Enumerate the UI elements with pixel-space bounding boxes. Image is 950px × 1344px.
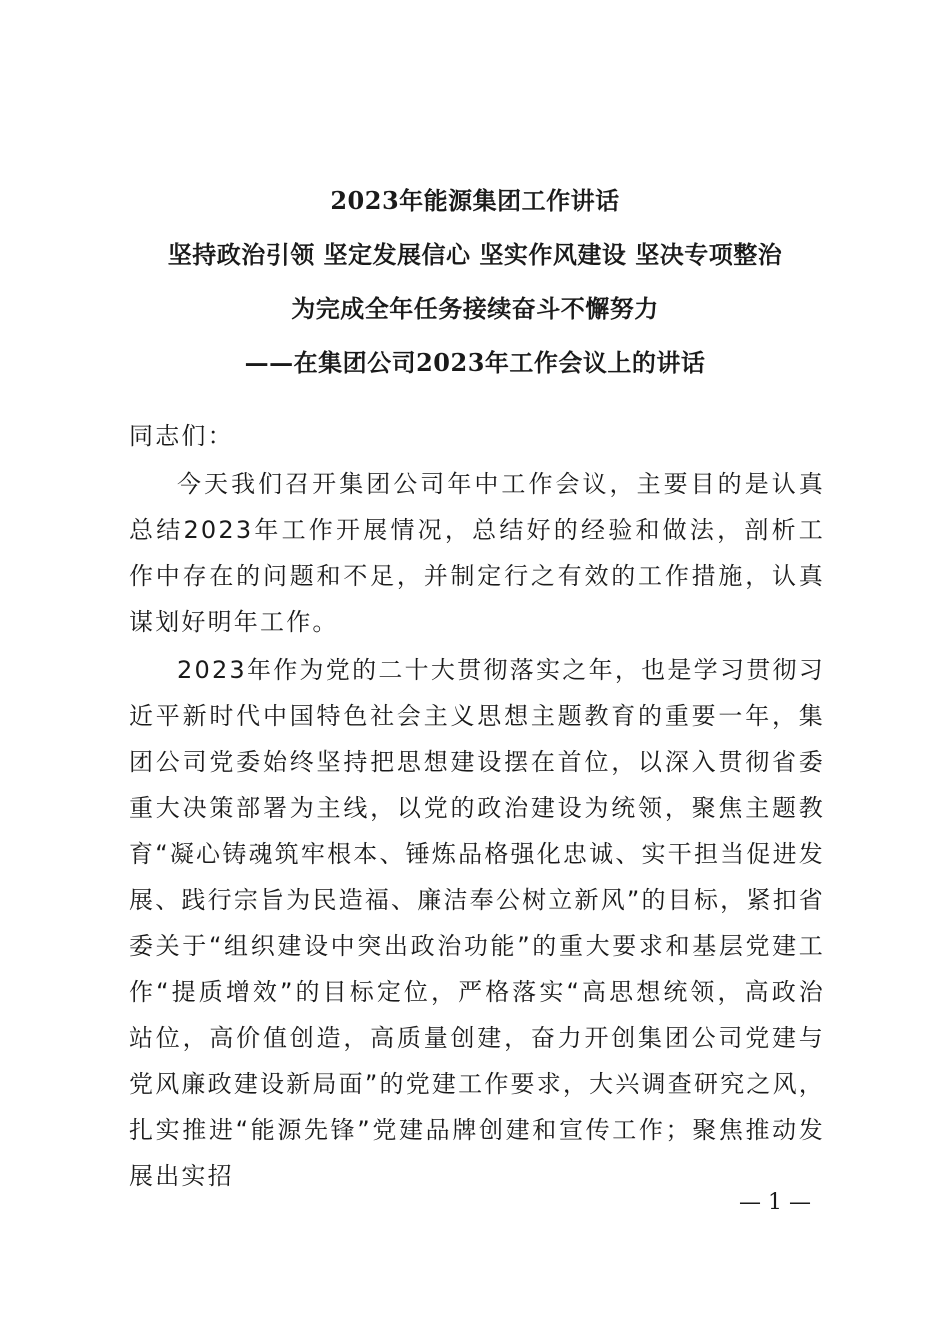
document-body (129, 413, 825, 1201)
paragraph: 2023年作为党的二十大贯彻落实之年，也是学习贯彻习近平新时代中国特色社会主义思想主题教育的重要一年，集团公司党委始终坚持把思想建设摆在首位，以深入贯彻省委重大决策部署为主线，以党的政治建设为统领，聚焦主题教育“凝心铸魂筑牢根本、锤炼品格强化忠诚、实干担当促进发展、践行宗旨为民造福、廉洁奉公树立新风”的目标，紧扣省委关于“组织建设中突出政治功能”的重大要求和基层党建工作“提质增效”的目标定位，严格落实“高思想统领，高政治站位，高价值创造，高质量创建，奋力开创集团公司党建与党风廉政建设新局面”的党建工作要求，大兴调查研究之风，扎实推进“能源先锋”党建品牌创建和宣传工作；聚焦推动发展出实招 (129, 656, 825, 1190)
document-title-block (0, 183, 950, 399)
salutation: 同志们： (129, 422, 234, 450)
document-subtitle-line-3: ——在集团公司2023年工作会议上的讲话 (244, 348, 706, 377)
paragraph: 今天我们召开集团公司年中工作会议，主要目的是认真总结2023年工作开展情况，总结好的经验和做法，剖析工作中存在的问题和不足，并制定行之有效的工作措施，认真谋划好明年工作。 (129, 470, 825, 636)
document-title: 2023年能源集团工作讲话 (330, 186, 620, 215)
page-number: — 1 — (739, 1190, 811, 1215)
document-subtitle-line-1: 坚持政治引领 坚定发展信心 坚实作风建设 坚决专项整治 (167, 240, 783, 269)
document-subtitle-line-2: 为完成全年任务接续奋斗不懈努力 (291, 294, 659, 323)
